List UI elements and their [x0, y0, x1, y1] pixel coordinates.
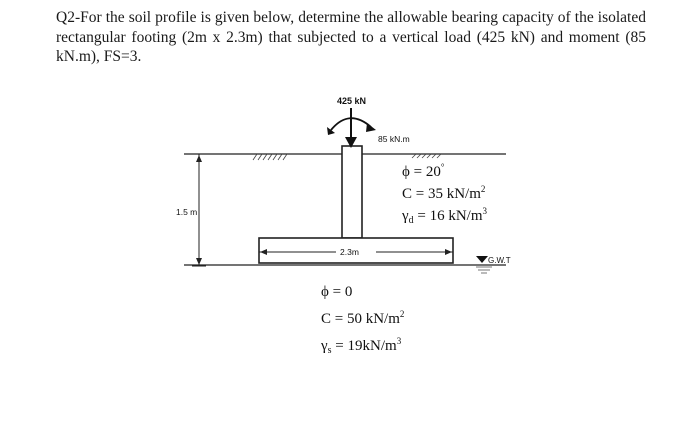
upper-soil-properties — [401, 162, 488, 226]
upper-unit-weight: $\gamma_d = 16$ $kN/m^3$ — [402, 206, 488, 226]
lower-cohesion: C = 50 $kN/m^2$ — [321, 309, 405, 327]
depth-label: 1.5 m — [176, 207, 198, 217]
upper-phi: ϕ = 20° — [402, 162, 445, 180]
footing-column — [342, 146, 362, 238]
load-label: 425 kN — [337, 96, 367, 106]
moment-arrow-head — [366, 123, 376, 132]
water-table-icon — [476, 256, 488, 263]
lower-soil-properties — [320, 284, 404, 356]
moment-arrow-tail — [327, 127, 335, 135]
upper-cohesion: C = 35 $kN/m^2$ — [402, 184, 486, 202]
moment-label: 85 kN.m — [378, 134, 410, 144]
question-line-2: rectangular footing (2m x 2.3m) that subjected to a vertical load (425 kN) and moment (85 — [56, 28, 646, 46]
width-label: 2.3m — [340, 247, 359, 257]
water-table-label: G.W.T — [488, 256, 511, 265]
lower-phi: ϕ = 0 — [321, 284, 353, 300]
question-line-3: kN.m), FS=3. — [56, 48, 142, 65]
question-line-1: Q2-For the soil profile is given below, determine the allowable bearing capacity of the isolated — [56, 9, 646, 26]
lower-unit-weight: $\gamma_s = 19kN/m^3$ — [321, 336, 402, 356]
ground-hatching-left — [253, 154, 287, 160]
